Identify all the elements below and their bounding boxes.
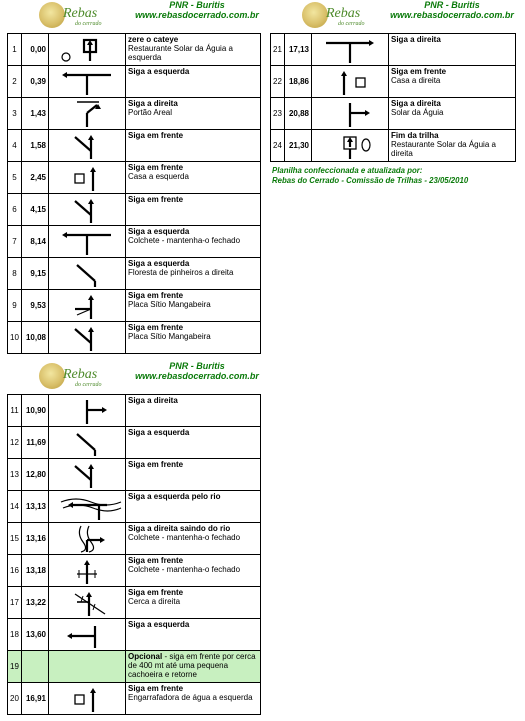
step-number: 16 xyxy=(8,555,22,587)
route-row xyxy=(271,66,516,98)
step-number: 9 xyxy=(8,290,22,322)
instruction-title: Siga em frente xyxy=(128,684,184,693)
instruction-title: Siga em frente xyxy=(128,556,184,565)
instruction-detail: Placa Sítio Mangabeira xyxy=(128,300,211,309)
step-number: 2 xyxy=(8,66,22,98)
turn-right-icon xyxy=(51,396,123,426)
step-number: 3 xyxy=(8,98,22,130)
route-row xyxy=(8,258,261,290)
route-row xyxy=(8,619,261,651)
diag-left-icon xyxy=(51,259,123,289)
instruction xyxy=(126,194,261,226)
instruction xyxy=(126,427,261,459)
route-row xyxy=(8,491,261,523)
instruction xyxy=(126,523,261,555)
distance-km: 1,43 xyxy=(22,98,49,130)
step-number: 23 xyxy=(271,98,285,130)
step-number: 22 xyxy=(271,66,285,98)
direction-diagram xyxy=(49,619,126,651)
route-row xyxy=(8,651,261,683)
route-row xyxy=(8,587,261,619)
header-title: PNR - Buritis www.rebasdocerrado.com.br xyxy=(135,361,259,381)
route-block-3 xyxy=(270,0,516,162)
direction-diagram xyxy=(49,587,126,619)
instruction-title: Siga a esquerda xyxy=(128,428,190,437)
instruction-detail: Floresta de pinheiros a direita xyxy=(128,268,234,277)
instruction-title: Siga em frente xyxy=(128,163,184,172)
instruction-detail: Placa Sítio Mangabeira xyxy=(128,332,211,341)
direction-diagram xyxy=(312,130,389,162)
route-block-2 xyxy=(7,361,261,715)
instruction xyxy=(389,34,516,66)
direction-diagram xyxy=(312,66,389,98)
gate-straight-icon xyxy=(51,556,123,586)
direction-diagram xyxy=(49,395,126,427)
turn-right-icon xyxy=(314,99,386,129)
step-number: 8 xyxy=(8,258,22,290)
step-number: 11 xyxy=(8,395,22,427)
house-right-straight-icon xyxy=(314,67,386,97)
fork-straight-icon xyxy=(51,460,123,490)
direction-diagram xyxy=(49,194,126,226)
direction-diagram xyxy=(49,651,126,683)
river-exit-icon xyxy=(51,524,123,554)
step-number: 20 xyxy=(8,683,22,715)
direction-diagram xyxy=(49,258,126,290)
header-title: PNR - Buritis www.rebasdocerrado.com.br xyxy=(135,0,259,20)
rebas-logo: Rebas do cerrado xyxy=(302,2,376,30)
instruction xyxy=(126,651,261,683)
route-row xyxy=(8,395,261,427)
instruction xyxy=(126,34,261,66)
direction-diagram xyxy=(49,162,126,194)
route-row xyxy=(271,98,516,130)
river-left-icon xyxy=(51,492,123,522)
instruction-title: zere o cateye xyxy=(128,35,179,44)
distance-km: 0,00 xyxy=(22,34,49,66)
instruction-title: Fim da trilha xyxy=(391,131,439,140)
house-straight-icon xyxy=(51,163,123,193)
step-number: 14 xyxy=(8,491,22,523)
instruction xyxy=(389,130,516,162)
instruction-title: Siga em frente xyxy=(128,291,184,300)
route-row xyxy=(8,194,261,226)
instruction-detail: Restaurante Solar da Águia a esquerda xyxy=(128,44,233,62)
distance-km: 13,13 xyxy=(22,491,49,523)
step-number: 18 xyxy=(8,619,22,651)
direction-diagram xyxy=(49,683,126,715)
route-table-2 xyxy=(7,394,261,715)
instruction xyxy=(126,395,261,427)
instruction-detail: Solar da Águia xyxy=(391,108,444,117)
instruction-title: Siga a esquerda pelo rio xyxy=(128,492,221,501)
instruction-title: Siga em frente xyxy=(128,460,184,469)
house-straight-icon xyxy=(51,684,123,714)
route-block-1 xyxy=(7,0,261,354)
instruction-title: Siga a direita saindo do rio xyxy=(128,524,231,533)
distance-km: 13,18 xyxy=(22,555,49,587)
direction-diagram xyxy=(49,523,126,555)
footer-credit: Planilha confeccionada e atualizada por: Rebas do Cerrado - Comissão de Trilhas - 23/05/2010 xyxy=(272,166,469,185)
distance-km: 0,39 xyxy=(22,66,49,98)
instruction-detail: Engarrafadora de água a esquerda xyxy=(128,693,253,702)
route-row xyxy=(8,98,261,130)
step-number: 10 xyxy=(8,322,22,354)
step-number: 12 xyxy=(8,427,22,459)
t-right-icon xyxy=(314,35,386,65)
fork-straight-icon xyxy=(51,195,123,225)
step-number: 24 xyxy=(271,130,285,162)
direction-diagram xyxy=(312,34,389,66)
instruction-title: Siga a esquerda xyxy=(128,227,190,236)
instruction-detail: Casa a direita xyxy=(391,76,441,85)
route-row xyxy=(8,66,261,98)
instruction-title: Siga em frente xyxy=(391,67,447,76)
instruction xyxy=(126,226,261,258)
distance-km: 11,69 xyxy=(22,427,49,459)
distance-km: 4,15 xyxy=(22,194,49,226)
instruction xyxy=(126,98,261,130)
instruction-title: Siga em frente xyxy=(128,323,184,332)
diag-left-icon xyxy=(51,428,123,458)
distance-km: 13,60 xyxy=(22,619,49,651)
instruction-detail: Restaurante Solar da Águia a direita xyxy=(391,140,496,158)
distance-km: 9,53 xyxy=(22,290,49,322)
step-number: 7 xyxy=(8,226,22,258)
fence-straight-icon xyxy=(51,588,123,618)
step-number: 1 xyxy=(8,34,22,66)
step-number: 13 xyxy=(8,459,22,491)
t-left-icon xyxy=(51,227,123,257)
direction-diagram xyxy=(49,290,126,322)
distance-km xyxy=(22,651,49,683)
instruction xyxy=(126,258,261,290)
instruction xyxy=(126,322,261,354)
instruction-title: Siga a direita xyxy=(128,396,178,405)
direction-diagram xyxy=(49,459,126,491)
direction-diagram xyxy=(49,66,126,98)
direction-diagram xyxy=(49,555,126,587)
direction-diagram xyxy=(312,98,389,130)
instruction-title: Siga em frente xyxy=(128,131,184,140)
rebas-logo: Rebas do cerrado xyxy=(39,2,113,30)
route-row xyxy=(8,555,261,587)
instruction-detail: - siga em frente por cerca de 400 mt até uma pequena cachoeira e retorne xyxy=(128,652,256,679)
route-table-3 xyxy=(270,33,516,162)
fork-straight-icon xyxy=(51,131,123,161)
instruction-title: Siga a esquerda xyxy=(128,259,190,268)
instruction-title: Opcional xyxy=(128,652,163,661)
instruction xyxy=(126,162,261,194)
distance-km: 10,90 xyxy=(22,395,49,427)
route-row xyxy=(8,322,261,354)
instruction-title: Siga a direita xyxy=(128,99,178,108)
route-row xyxy=(8,459,261,491)
distance-km: 8,14 xyxy=(22,226,49,258)
distance-km: 18,86 xyxy=(285,66,312,98)
rebas-logo: Rebas do cerrado xyxy=(39,363,113,391)
instruction xyxy=(126,290,261,322)
distance-km: 12,80 xyxy=(22,459,49,491)
instruction-detail: Colchete - mantenha-o fechado xyxy=(128,236,241,245)
instruction-detail: Colchete - mantenha-o fechado xyxy=(128,533,241,542)
route-row xyxy=(271,130,516,162)
distance-km: 20,88 xyxy=(285,98,312,130)
instruction-title: Siga em frente xyxy=(128,195,184,204)
page-header xyxy=(270,0,516,33)
direction-diagram xyxy=(49,427,126,459)
direction-diagram xyxy=(49,322,126,354)
route-row xyxy=(8,427,261,459)
distance-km: 10,08 xyxy=(22,322,49,354)
page-header xyxy=(7,361,261,394)
instruction-title: Siga a esquerda xyxy=(128,67,190,76)
distance-km: 13,22 xyxy=(22,587,49,619)
instruction xyxy=(126,459,261,491)
t-left-icon xyxy=(51,67,123,97)
instruction xyxy=(126,66,261,98)
instruction-detail: Cerca a direita xyxy=(128,597,181,606)
step-number: 6 xyxy=(8,194,22,226)
route-row xyxy=(8,162,261,194)
distance-km: 16,91 xyxy=(22,683,49,715)
gate-right-icon xyxy=(51,99,123,129)
direction-diagram xyxy=(49,130,126,162)
instruction-detail: Colchete - mantenha-o fechado xyxy=(128,565,241,574)
distance-km: 9,15 xyxy=(22,258,49,290)
fork-straight-icon xyxy=(51,323,123,353)
branch-straight-icon xyxy=(51,291,123,321)
instruction xyxy=(126,683,261,715)
route-row xyxy=(8,290,261,322)
direction-diagram xyxy=(49,34,126,66)
distance-km: 1,58 xyxy=(22,130,49,162)
direction-diagram xyxy=(49,491,126,523)
route-row xyxy=(8,523,261,555)
route-row xyxy=(8,683,261,715)
instruction xyxy=(389,66,516,98)
instruction-title: Siga a direita xyxy=(391,99,441,108)
distance-km: 2,45 xyxy=(22,162,49,194)
instruction-detail: Portão Areal xyxy=(128,108,173,117)
route-row xyxy=(8,34,261,66)
route-table-1 xyxy=(7,33,261,354)
direction-diagram xyxy=(49,226,126,258)
instruction xyxy=(126,491,261,523)
distance-km: 21,30 xyxy=(285,130,312,162)
header-title: PNR - Buritis www.rebasdocerrado.com.br xyxy=(390,0,514,20)
instruction xyxy=(126,130,261,162)
start-house-icon xyxy=(51,35,123,65)
step-number: 4 xyxy=(8,130,22,162)
instruction-title: Siga a direita xyxy=(391,35,441,44)
route-row xyxy=(271,34,516,66)
step-number: 21 xyxy=(271,34,285,66)
instruction xyxy=(126,619,261,651)
instruction xyxy=(126,555,261,587)
distance-km: 17,13 xyxy=(285,34,312,66)
instruction-detail: Casa a esquerda xyxy=(128,172,189,181)
route-row xyxy=(8,130,261,162)
instruction-title: Siga a esquerda xyxy=(128,620,190,629)
route-row xyxy=(8,226,261,258)
distance-km: 13,16 xyxy=(22,523,49,555)
left-arrow-icon xyxy=(51,620,123,650)
end-house-icon xyxy=(314,131,386,161)
instruction-title: Siga em frente xyxy=(128,588,184,597)
instruction xyxy=(389,98,516,130)
page-header xyxy=(7,0,261,33)
step-number: 15 xyxy=(8,523,22,555)
direction-diagram xyxy=(49,98,126,130)
step-number: 19 xyxy=(8,651,22,683)
step-number: 17 xyxy=(8,587,22,619)
instruction xyxy=(126,587,261,619)
step-number: 5 xyxy=(8,162,22,194)
